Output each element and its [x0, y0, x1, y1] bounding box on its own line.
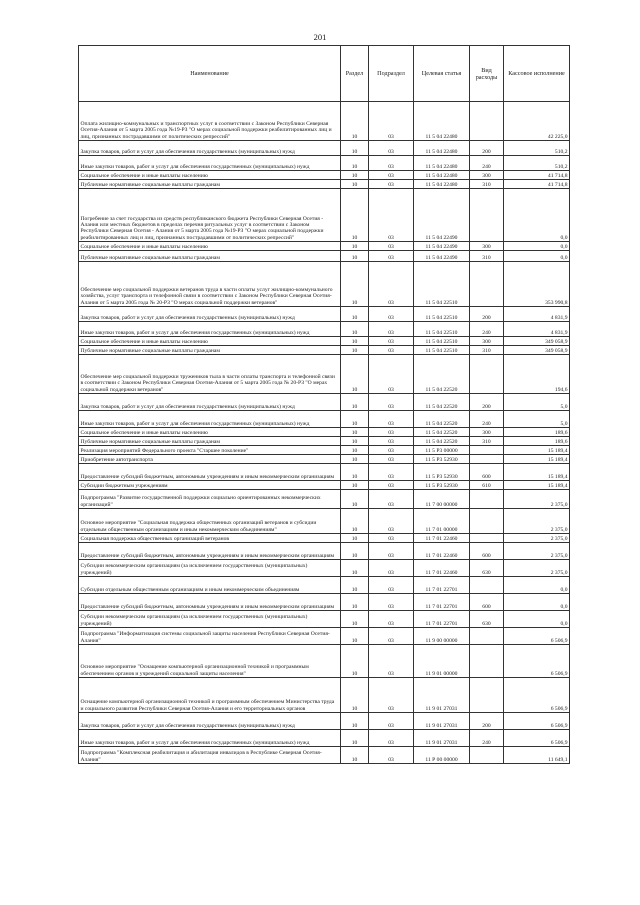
table-row — [79, 628, 570, 645]
table-row — [79, 543, 570, 560]
row-amount: 353 990,8 — [504, 262, 570, 307]
row-amount: 189,6 — [504, 437, 570, 446]
row-name: Закупка товаров, работ и услуг для обеспечения государственных (муниципальных) нужд — [79, 141, 341, 156]
row-vid: 240 — [470, 156, 504, 171]
row-razdel: 10 — [341, 189, 369, 242]
row-amount: 189,6 — [504, 428, 570, 437]
row-podrazdel: 03 — [369, 713, 414, 730]
row-razdel: 10 — [341, 611, 369, 628]
table-row — [79, 337, 570, 346]
row-vid: 240 — [470, 322, 504, 337]
row-podrazdel: 03 — [369, 337, 414, 346]
row-name: Обеспечение мер социальной поддержки тружеников тыла в части оплаты транспорта и телефонной связи в соответствии с Законом Республики Северная Осетия-Алания от 5 марта 2005 года № 20-РЗ "О мерах социальной поддержки ветеранов" — [79, 355, 341, 394]
row-amount: 2 375,0 — [504, 509, 570, 534]
row-razdel: 10 — [341, 713, 369, 730]
row-vid — [470, 509, 504, 534]
row-celevaya: 11 7 01 22701 — [414, 611, 470, 628]
row-razdel: 10 — [341, 156, 369, 171]
table-row — [79, 180, 570, 189]
row-celevaya: 11 7 01 22701 — [414, 594, 470, 611]
row-vid — [470, 189, 504, 242]
table-row — [79, 481, 570, 490]
row-vid: 300 — [470, 337, 504, 346]
row-podrazdel: 03 — [369, 446, 414, 455]
row-celevaya: 11 5 04 22510 — [414, 307, 470, 322]
row-celevaya: 11 5 04 22510 — [414, 262, 470, 307]
row-celevaya: 11 5 04 22480 — [414, 102, 470, 141]
row-razdel: 10 — [341, 337, 369, 346]
row-podrazdel: 03 — [369, 251, 414, 262]
row-podrazdel: 03 — [369, 411, 414, 428]
table-row — [79, 102, 570, 141]
row-razdel: 10 — [341, 645, 369, 678]
row-razdel: 10 — [341, 678, 369, 713]
row-name: Погребение за счет государства из средств республиканского бюджета Республики Северная Осетия - Алания или местных бюджетов в пределах перечня ритуальных услуг в соответствии с Законом Республики Северная Осетия - Алания от 5 марта 2005 года №19-РЗ "О мерах социальной поддержки реабилитированных лиц и лиц, признанных пострадавшими от политических репрессий" — [79, 189, 341, 242]
row-celevaya: 11 5 04 22480 — [414, 141, 470, 156]
page-number: 201 — [313, 32, 327, 42]
row-celevaya: 11 5 04 22490 — [414, 242, 470, 251]
row-vid — [470, 747, 504, 764]
row-amount: 6 506,9 — [504, 645, 570, 678]
row-razdel: 10 — [341, 543, 369, 560]
table-row — [79, 346, 570, 355]
row-vid — [470, 577, 504, 594]
row-razdel: 10 — [341, 251, 369, 262]
table-row — [79, 678, 570, 713]
table-row — [79, 490, 570, 509]
row-razdel: 10 — [341, 481, 369, 490]
row-podrazdel: 03 — [369, 307, 414, 322]
row-podrazdel: 03 — [369, 611, 414, 628]
table-row — [79, 262, 570, 307]
row-podrazdel: 03 — [369, 481, 414, 490]
table-row — [79, 747, 570, 764]
row-name: Социальное обеспечение и иные выплаты населению — [79, 428, 341, 437]
row-podrazdel: 03 — [369, 171, 414, 180]
row-amount: 11 649,1 — [504, 747, 570, 764]
table-row — [79, 713, 570, 730]
table-row — [79, 611, 570, 628]
row-podrazdel: 03 — [369, 189, 414, 242]
row-razdel: 10 — [341, 747, 369, 764]
row-celevaya: 11 5 04 22520 — [414, 394, 470, 411]
row-celevaya: 11 5 04 22480 — [414, 171, 470, 180]
row-name: Закупка товаров, работ и услуг для обеспечения государственных (муниципальных) нужд — [79, 713, 341, 730]
row-amount: 510,2 — [504, 156, 570, 171]
row-razdel: 10 — [341, 180, 369, 189]
row-razdel: 10 — [341, 509, 369, 534]
row-podrazdel: 03 — [369, 730, 414, 747]
header-razdel: Раздел — [341, 46, 369, 102]
row-vid: 300 — [470, 171, 504, 180]
row-amount: 6 506,9 — [504, 713, 570, 730]
row-name: Социальное обеспечение и иные выплаты населению — [79, 242, 341, 251]
row-name: Социальная поддержка общественных организаций ветеранов — [79, 534, 341, 543]
row-vid: 310 — [470, 251, 504, 262]
row-amount: 0,0 — [504, 611, 570, 628]
row-razdel: 10 — [341, 490, 369, 509]
row-name: Социальное обеспечение и иные выплаты населению — [79, 171, 341, 180]
row-razdel: 10 — [341, 102, 369, 141]
row-name: Оплата жилищно-коммунальных и транспортных услуг в соответствии с Законом Республики Северная Осетия-Алания от 5 марта 2005 года №19-РЗ "О мерах социальной поддержки реабилитированных лиц и лиц, признанных пострадавшими от политических репрессий" — [79, 102, 341, 141]
table-row — [79, 355, 570, 394]
budget-table — [78, 45, 570, 764]
table-row — [79, 730, 570, 747]
row-amount: 15 189,4 — [504, 464, 570, 481]
row-name: Закупка товаров, работ и услуг для обеспечения государственных (муниципальных) нужд — [79, 307, 341, 322]
row-celevaya: 11 5 04 22510 — [414, 337, 470, 346]
row-amount: 0,0 — [504, 189, 570, 242]
row-razdel: 10 — [341, 464, 369, 481]
row-name: Предоставление субсидий бюджетным, автономным учреждениям и иным некоммерческим организациям — [79, 594, 341, 611]
row-vid: 200 — [470, 394, 504, 411]
row-razdel: 10 — [341, 628, 369, 645]
row-vid: 610 — [470, 481, 504, 490]
row-podrazdel: 03 — [369, 242, 414, 251]
table-row — [79, 156, 570, 171]
row-amount: 2 375,0 — [504, 490, 570, 509]
table-header-row — [79, 46, 570, 102]
row-celevaya: 11 5 04 22520 — [414, 437, 470, 446]
table-row — [79, 594, 570, 611]
row-amount: 2 375,0 — [504, 543, 570, 560]
row-name: Субсидии некоммерческим организациям (за исключением государственных (муниципальных) учреждений) — [79, 560, 341, 577]
row-name: Субсидии некоммерческим организациям (за исключением государственных (муниципальных) учреждений) — [79, 611, 341, 628]
row-vid: 600 — [470, 594, 504, 611]
row-razdel: 10 — [341, 455, 369, 464]
row-vid: 310 — [470, 346, 504, 355]
row-amount: 0,0 — [504, 577, 570, 594]
table-row — [79, 446, 570, 455]
row-vid: 300 — [470, 242, 504, 251]
row-vid: 200 — [470, 141, 504, 156]
row-podrazdel: 03 — [369, 747, 414, 764]
row-vid — [470, 446, 504, 455]
row-razdel: 10 — [341, 534, 369, 543]
row-amount: 5,0 — [504, 394, 570, 411]
row-celevaya: 11 9 01 27031 — [414, 713, 470, 730]
row-name: Публичные нормативные социальные выплаты гражданам — [79, 180, 341, 189]
row-vid: 630 — [470, 560, 504, 577]
row-vid: 300 — [470, 428, 504, 437]
row-podrazdel: 03 — [369, 464, 414, 481]
row-podrazdel: 03 — [369, 577, 414, 594]
row-celevaya: 11 9 01 27031 — [414, 730, 470, 747]
row-celevaya: 11 7 01 00000 — [414, 509, 470, 534]
row-amount: 349 058,9 — [504, 346, 570, 355]
row-name: Субсидии бюджетным учреждениям — [79, 481, 341, 490]
row-razdel: 10 — [341, 346, 369, 355]
row-razdel: 10 — [341, 171, 369, 180]
row-amount: 4 831,9 — [504, 322, 570, 337]
row-vid — [470, 678, 504, 713]
table-row — [79, 322, 570, 337]
row-vid — [470, 455, 504, 464]
row-podrazdel: 03 — [369, 102, 414, 141]
row-name: Публичные нормативные социальные выплаты гражданам — [79, 251, 341, 262]
row-podrazdel: 03 — [369, 594, 414, 611]
header-vid: Вид расходы — [470, 46, 504, 102]
row-celevaya: 11 Р 00 00000 — [414, 747, 470, 764]
row-name: Закупка товаров, работ и услуг для обеспечения государственных (муниципальных) нужд — [79, 394, 341, 411]
row-celevaya: 11 9 01 27031 — [414, 678, 470, 713]
row-vid: 600 — [470, 464, 504, 481]
row-razdel: 10 — [341, 428, 369, 437]
row-name: Публичные нормативные социальные выплаты гражданам — [79, 346, 341, 355]
row-podrazdel: 03 — [369, 560, 414, 577]
row-amount: 6 506,9 — [504, 730, 570, 747]
row-vid: 310 — [470, 180, 504, 189]
row-amount: 349 058,9 — [504, 337, 570, 346]
row-amount: 41 714,8 — [504, 171, 570, 180]
row-amount: 6 506,9 — [504, 628, 570, 645]
table-row — [79, 509, 570, 534]
table-row — [79, 534, 570, 543]
row-vid — [470, 534, 504, 543]
row-name: Реализация мероприятий Федерального проекта "Старшее поколение" — [79, 446, 341, 455]
row-celevaya: 11 5 04 22480 — [414, 156, 470, 171]
row-razdel: 10 — [341, 355, 369, 394]
row-name: Подпрограмма "Развитие государственной поддержки социально ориентированных некоммерческих организаций" — [79, 490, 341, 509]
row-vid: 310 — [470, 437, 504, 446]
row-name: Иные закупки товаров, работ и услуг для обеспечения государственных (муниципальных) нужд — [79, 156, 341, 171]
row-podrazdel: 03 — [369, 262, 414, 307]
row-razdel: 10 — [341, 411, 369, 428]
row-vid: 630 — [470, 611, 504, 628]
table-row — [79, 645, 570, 678]
row-podrazdel: 03 — [369, 428, 414, 437]
row-name: Социальное обеспечение и иные выплаты населению — [79, 337, 341, 346]
row-podrazdel: 03 — [369, 678, 414, 713]
row-podrazdel: 03 — [369, 355, 414, 394]
table-row — [79, 428, 570, 437]
row-razdel: 10 — [341, 262, 369, 307]
row-name: Публичные нормативные социальные выплаты гражданам — [79, 437, 341, 446]
row-podrazdel: 03 — [369, 628, 414, 645]
row-amount: 6 506,9 — [504, 678, 570, 713]
row-podrazdel: 03 — [369, 490, 414, 509]
row-razdel: 10 — [341, 141, 369, 156]
header-podrazdel: Подраздел — [369, 46, 414, 102]
row-name: Предоставление субсидий бюджетным, автономным учреждениям и иным некоммерческим организациям — [79, 464, 341, 481]
row-celevaya: 11 5 04 22510 — [414, 322, 470, 337]
row-vid — [470, 102, 504, 141]
row-name: Подпрограмма "Комплексная реабилитация и абилитация инвалидов в Республике Северная Осетия-Алания" — [79, 747, 341, 764]
row-name: Подпрограмма "Информатизация системы социальной защиты населения Республики Северная Осетия-Алания" — [79, 628, 341, 645]
row-amount: 15 189,4 — [504, 446, 570, 455]
row-amount: 2 375,0 — [504, 534, 570, 543]
row-amount: 0,0 — [504, 251, 570, 262]
row-vid — [470, 645, 504, 678]
row-vid — [470, 262, 504, 307]
row-razdel: 10 — [341, 437, 369, 446]
row-name: Обеспечение мер социальной поддержки ветеранов труда в части оплаты услуг жилищно-коммунального хозяйства, услуг транспорта и телефонной связи в соответствии с Законом Республики Северная Осетия-Алания от 5 марта 2005 года № 20-РЗ "О мерах социальной поддержки ветеранов" — [79, 262, 341, 307]
row-name: Иные закупки товаров, работ и услуг для обеспечения государственных (муниципальных) нужд — [79, 411, 341, 428]
row-amount: 15 189,4 — [504, 481, 570, 490]
row-celevaya: 11 9 01 00000 — [414, 645, 470, 678]
row-razdel: 10 — [341, 322, 369, 337]
table-row — [79, 307, 570, 322]
row-celevaya: 11 5 04 22520 — [414, 428, 470, 437]
row-amount: 15 189,4 — [504, 455, 570, 464]
row-razdel: 10 — [341, 594, 369, 611]
row-celevaya: 11 5 P3 52930 — [414, 464, 470, 481]
row-razdel: 10 — [341, 394, 369, 411]
table-row — [79, 394, 570, 411]
row-celevaya: 11 5 P3 52930 — [414, 481, 470, 490]
row-name: Иные закупки товаров, работ и услуг для обеспечения государственных (муниципальных) нужд — [79, 730, 341, 747]
row-vid: 600 — [470, 543, 504, 560]
table-row — [79, 577, 570, 594]
row-vid: 240 — [470, 730, 504, 747]
row-celevaya: 11 5 04 22490 — [414, 189, 470, 242]
row-name: Иные закупки товаров, работ и услуг для обеспечения государственных (муниципальных) нужд — [79, 322, 341, 337]
row-podrazdel: 03 — [369, 180, 414, 189]
row-name: Приобретение автотранспорта — [79, 455, 341, 464]
header-celevaya: Целевая статья — [414, 46, 470, 102]
table-row — [79, 141, 570, 156]
row-vid: 240 — [470, 411, 504, 428]
row-amount: 4 831,9 — [504, 307, 570, 322]
row-celevaya: 11 5 04 22480 — [414, 180, 470, 189]
row-podrazdel: 03 — [369, 509, 414, 534]
table-row — [79, 437, 570, 446]
row-podrazdel: 03 — [369, 645, 414, 678]
row-amount: 41 714,8 — [504, 180, 570, 189]
row-name: Предоставление субсидий бюджетным, автономным учреждениям и иным некоммерческим организациям — [79, 543, 341, 560]
row-celevaya: 11 5 04 22510 — [414, 346, 470, 355]
row-celevaya: 11 5 04 22490 — [414, 251, 470, 262]
row-amount: 194,6 — [504, 355, 570, 394]
row-podrazdel: 03 — [369, 346, 414, 355]
row-celevaya: 11 7 01 22701 — [414, 577, 470, 594]
row-podrazdel: 03 — [369, 141, 414, 156]
row-celevaya: 11 5 04 22520 — [414, 411, 470, 428]
table-row — [79, 560, 570, 577]
row-name: Субсидии отдельным общественным организациям и иным некоммерческим объединениям — [79, 577, 341, 594]
row-razdel: 10 — [341, 446, 369, 455]
row-amount: 2 375,0 — [504, 560, 570, 577]
row-vid — [470, 355, 504, 394]
row-razdel: 10 — [341, 730, 369, 747]
row-podrazdel: 03 — [369, 156, 414, 171]
row-vid: 200 — [470, 307, 504, 322]
row-podrazdel: 03 — [369, 455, 414, 464]
header-name: Наименование — [79, 46, 341, 102]
table-row — [79, 242, 570, 251]
row-amount: 0,0 — [504, 594, 570, 611]
table-row — [79, 171, 570, 180]
row-razdel: 10 — [341, 242, 369, 251]
table-row — [79, 464, 570, 481]
row-amount: 5,0 — [504, 411, 570, 428]
row-celevaya: 11 7 00 00000 — [414, 490, 470, 509]
row-name: Основное мероприятие "Социальная поддержка общественных организаций ветеранов и субсидии отдельным общественным организациям и иным некоммерческим объединениям" — [79, 509, 341, 534]
table-row — [79, 189, 570, 242]
row-razdel: 10 — [341, 307, 369, 322]
row-amount: 42 225,0 — [504, 102, 570, 141]
row-amount: 510,2 — [504, 141, 570, 156]
table-body — [79, 102, 570, 764]
table-row — [79, 411, 570, 428]
row-podrazdel: 03 — [369, 437, 414, 446]
row-podrazdel: 03 — [369, 543, 414, 560]
row-razdel: 10 — [341, 577, 369, 594]
row-celevaya: 11 7 01 22460 — [414, 543, 470, 560]
row-name: Оснащение компьютерной организационной техникой и программным обеспечением Министерства труда и социального развития Республики Северная Осетия-Алания и его территориальных органов — [79, 678, 341, 713]
row-celevaya: 11 9 00 00000 — [414, 628, 470, 645]
row-amount: 0,0 — [504, 242, 570, 251]
row-celevaya: 11 5 04 22520 — [414, 355, 470, 394]
row-name: Основное мероприятие "Оснащение компьютерной организационной техникой и программным обеспечением органов и учреждений социальной защиты населения" — [79, 645, 341, 678]
row-podrazdel: 03 — [369, 394, 414, 411]
row-razdel: 10 — [341, 560, 369, 577]
row-celevaya: 11 5 P3 00000 — [414, 446, 470, 455]
table-row — [79, 251, 570, 262]
row-celevaya: 11 7 01 22460 — [414, 534, 470, 543]
row-celevaya: 11 5 P3 52930 — [414, 455, 470, 464]
row-vid: 200 — [470, 713, 504, 730]
row-podrazdel: 03 — [369, 534, 414, 543]
row-podrazdel: 03 — [369, 322, 414, 337]
row-vid — [470, 490, 504, 509]
row-vid — [470, 628, 504, 645]
row-celevaya: 11 7 01 22460 — [414, 560, 470, 577]
table-row — [79, 455, 570, 464]
header-kassovoe: Кассовое исполнение — [504, 46, 570, 102]
